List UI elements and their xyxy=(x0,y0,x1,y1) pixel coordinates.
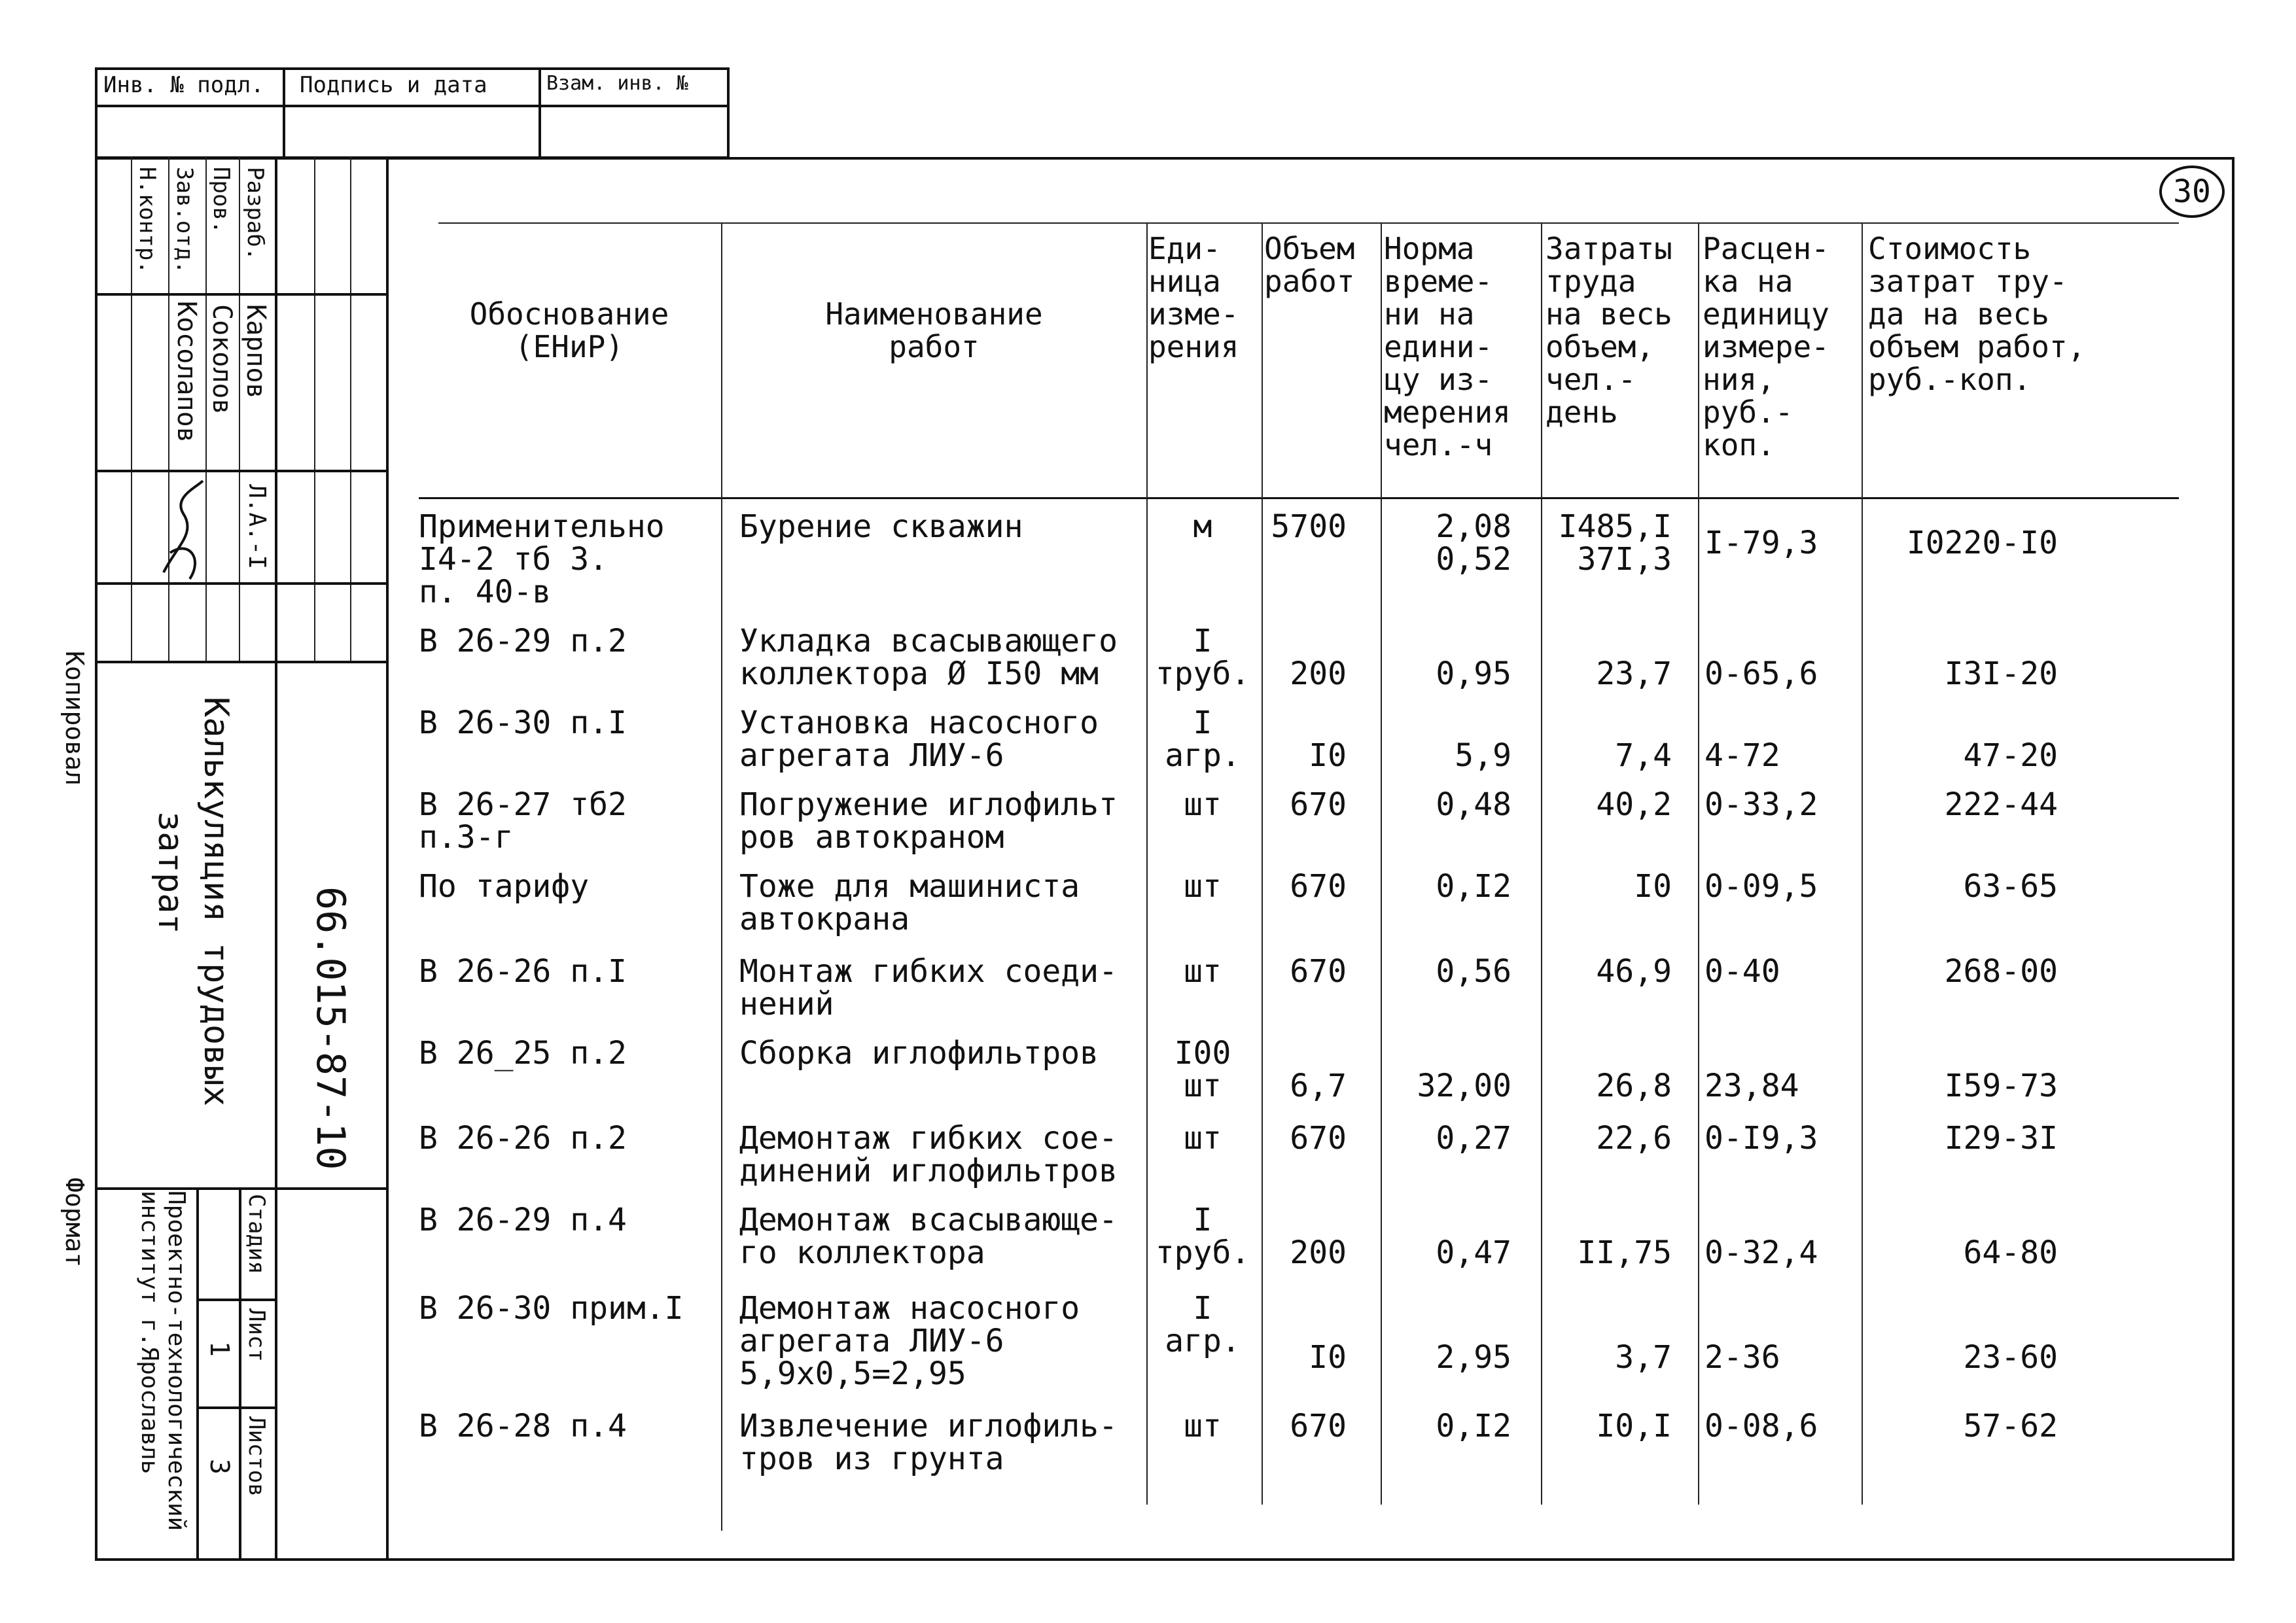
cell-rate: 4-72 xyxy=(1704,737,1780,774)
organization: Проектно-технологический институт г.Ярославль xyxy=(136,1191,190,1531)
cell-volume: 200 xyxy=(1290,1234,1347,1271)
cell-basis: В 26-29 п.2 xyxy=(419,623,627,659)
cell-name: Демонтаж насосного агрегата ЛИУ-6 5,9х0,5=2,95 xyxy=(739,1290,1080,1392)
name-sokolov: Соколов xyxy=(207,304,237,415)
cell-norm: 32,00 xyxy=(1417,1068,1511,1104)
cell-cost: I29-3I xyxy=(1944,1120,2058,1157)
role-prov: Пров. xyxy=(208,167,234,234)
doc-title-line1: Калькуляция трудовых xyxy=(196,697,236,1107)
cell-name: Тоже для машиниста автокрана xyxy=(739,868,1080,937)
doc-title-line2: затрат xyxy=(150,811,190,934)
cell-cost: 268-00 xyxy=(1944,953,2058,990)
cell-unit: I00 шт xyxy=(1174,1035,1231,1104)
header-volume: Объем работ xyxy=(1264,231,1355,299)
cell-name: Укладка всасывающего коллектора Ø I50 мм xyxy=(739,623,1118,692)
cell-norm: 2,95 xyxy=(1436,1339,1511,1376)
signature-scribble xyxy=(150,474,216,585)
cell-volume: 670 xyxy=(1290,786,1347,823)
cell-basis: В 26-26 п.2 xyxy=(419,1120,627,1157)
cell-norm: 0,47 xyxy=(1436,1234,1511,1271)
cell-rate: 0-09,5 xyxy=(1704,868,1818,905)
cell-cost: I59-73 xyxy=(1944,1068,2058,1104)
cell-basis: По тарифу xyxy=(419,868,590,905)
header-norm: Норма време- ни на едини- цу из- мерения чел.-ч xyxy=(1384,231,1511,462)
cell-unit: I агр. xyxy=(1165,1290,1241,1359)
cell-cost: 47-20 xyxy=(1963,737,2058,774)
cell-labor: 40,2 xyxy=(1596,786,1672,823)
cell-name: Извлечение иглофиль- тров из грунта xyxy=(739,1408,1118,1477)
cell-cost: 64-80 xyxy=(1963,1234,2058,1271)
header-unit: Еди- ница изме- рения xyxy=(1148,231,1239,364)
cell-name: Демонтаж всасывающе- го коллектора xyxy=(739,1202,1118,1271)
cell-volume: 670 xyxy=(1290,868,1347,905)
header-cost: Стоимость затрат тру- да на весь объем работ, руб.-коп. xyxy=(1868,231,2086,397)
cell-norm: 0,I2 xyxy=(1436,1408,1511,1444)
cell-cost: 222-44 xyxy=(1944,786,2058,823)
header-rate: Расцен- ка на единицу измере- ния, руб.- коп. xyxy=(1703,231,1829,462)
cell-unit: шт xyxy=(1184,868,1222,905)
cell-volume: 670 xyxy=(1290,1120,1347,1157)
cell-rate: 0-32,4 xyxy=(1704,1234,1818,1271)
cell-unit: I труб. xyxy=(1155,1202,1250,1271)
cell-norm: 2,08 0,52 xyxy=(1436,508,1511,578)
cell-name: Бурение скважин xyxy=(739,508,1023,545)
cell-rate: 0-08,6 xyxy=(1704,1408,1818,1444)
cell-name: Погружение иглофильт ров автокраном xyxy=(739,786,1118,856)
role-razrab: Разраб. xyxy=(242,167,268,261)
cell-rate: 2-36 xyxy=(1704,1339,1780,1376)
cell-volume: I0 xyxy=(1309,1339,1347,1376)
cell-norm: 0,56 xyxy=(1436,953,1511,990)
sheets-total: 3 xyxy=(204,1459,234,1475)
sign-date-label: Подпись и дата xyxy=(300,72,487,98)
stamp-divider xyxy=(539,67,541,159)
cell-unit: I труб. xyxy=(1155,623,1250,692)
signature-mark: Л.А.-I xyxy=(243,484,270,570)
cell-rate: 0-33,2 xyxy=(1704,786,1818,823)
cell-rate: 0-40 xyxy=(1704,953,1780,990)
header-basis: Обоснование (ЕНиР) xyxy=(469,296,669,364)
page-number-text: 30 xyxy=(2173,173,2211,210)
cell-volume: I0 xyxy=(1309,737,1347,774)
header-labor: Затраты труда на весь объем, чел.- день xyxy=(1545,231,1672,430)
cell-basis: В 26-30 п.I xyxy=(419,705,627,741)
cell-labor: II,75 xyxy=(1577,1234,1672,1271)
cell-unit: шт xyxy=(1184,1120,1222,1157)
sheet-number: 1 xyxy=(204,1341,234,1357)
cell-basis: В 26_25 п.2 xyxy=(419,1035,627,1072)
cell-volume: 670 xyxy=(1290,1408,1347,1444)
vzam-label: Взам. инв. № xyxy=(546,72,688,95)
cell-labor: I485,I 37I,3 xyxy=(1558,508,1672,578)
cell-cost: 23-60 xyxy=(1963,1339,2058,1376)
cell-volume: 6,7 xyxy=(1290,1068,1347,1104)
cell-basis: В 26-30 прим.I xyxy=(419,1290,684,1327)
cell-rate: I-79,3 xyxy=(1704,525,1818,561)
cell-labor: 7,4 xyxy=(1615,737,1672,774)
sheet-label: Лист xyxy=(243,1308,270,1362)
cell-unit: шт xyxy=(1184,953,1222,990)
stage-label: Стадия xyxy=(243,1194,270,1274)
cell-unit: I агр. xyxy=(1165,705,1241,774)
cell-cost: I3I-20 xyxy=(1944,655,2058,692)
cell-name: Сборка иглофильтров xyxy=(739,1035,1099,1072)
cell-basis: В 26-28 п.4 xyxy=(419,1408,627,1444)
cell-cost: 57-62 xyxy=(1963,1408,2058,1444)
cell-cost: 63-65 xyxy=(1963,868,2058,905)
cell-norm: 0,95 xyxy=(1436,655,1511,692)
role-zav-otd: Зав.отд. xyxy=(171,167,198,274)
cell-norm: 5,9 xyxy=(1455,737,1511,774)
cell-norm: 0,48 xyxy=(1436,786,1511,823)
cell-volume: 5700 xyxy=(1271,508,1347,545)
cell-basis: Применительно I4-2 тб 3. п. 40-в xyxy=(419,508,665,610)
cell-unit: шт xyxy=(1184,786,1222,823)
sidebar-divider xyxy=(275,157,277,1561)
name-kosolapov: Косолапов xyxy=(171,301,202,443)
cell-rate: 0-65,6 xyxy=(1704,655,1818,692)
cell-cost: I0220-I0 xyxy=(1906,525,2058,561)
cell-labor: 23,7 xyxy=(1596,655,1672,692)
copied-label: Копировал xyxy=(60,651,89,786)
cell-labor: 22,6 xyxy=(1596,1120,1672,1157)
sidebar-divider xyxy=(386,157,389,1561)
cell-labor: 3,7 xyxy=(1615,1339,1672,1376)
page-number xyxy=(2159,166,2225,218)
inv-label: Инв. № подл. xyxy=(103,72,264,98)
cell-labor: 46,9 xyxy=(1596,953,1672,990)
cell-labor: 26,8 xyxy=(1596,1068,1672,1104)
cell-unit: м xyxy=(1193,508,1212,545)
cell-volume: 670 xyxy=(1290,953,1347,990)
stamp-divider xyxy=(95,105,730,107)
cell-norm: 0,27 xyxy=(1436,1120,1511,1157)
cell-rate: 0-I9,3 xyxy=(1704,1120,1818,1157)
cell-name: Монтаж гибких соеди- нений xyxy=(739,953,1118,1022)
cell-basis: В 26-26 п.I xyxy=(419,953,627,990)
cell-name: Установка насосного агрегата ЛИУ-6 xyxy=(739,705,1099,774)
cell-unit: шт xyxy=(1184,1408,1222,1444)
stamp-divider xyxy=(283,67,285,159)
cell-labor: I0 xyxy=(1634,868,1672,905)
cell-labor: I0,I xyxy=(1596,1408,1672,1444)
cell-volume: 200 xyxy=(1290,655,1347,692)
cell-rate: 23,84 xyxy=(1704,1068,1799,1104)
role-n-kontr: Н.контр. xyxy=(134,167,160,274)
cell-basis: В 26-29 п.4 xyxy=(419,1202,627,1238)
cell-name: Демонтаж гибких сое- динений иглофильтров xyxy=(739,1120,1118,1189)
name-karpov: Карпов xyxy=(241,304,271,399)
format-label: Формат xyxy=(60,1178,89,1268)
header-name: Наименование работ xyxy=(825,296,1043,364)
sheets-label: Листов xyxy=(243,1416,270,1497)
cell-basis: В 26-27 тб2 п.3-г xyxy=(419,786,627,856)
doc-code: 66.015-87-10 xyxy=(308,886,353,1170)
cell-norm: 0,I2 xyxy=(1436,868,1511,905)
